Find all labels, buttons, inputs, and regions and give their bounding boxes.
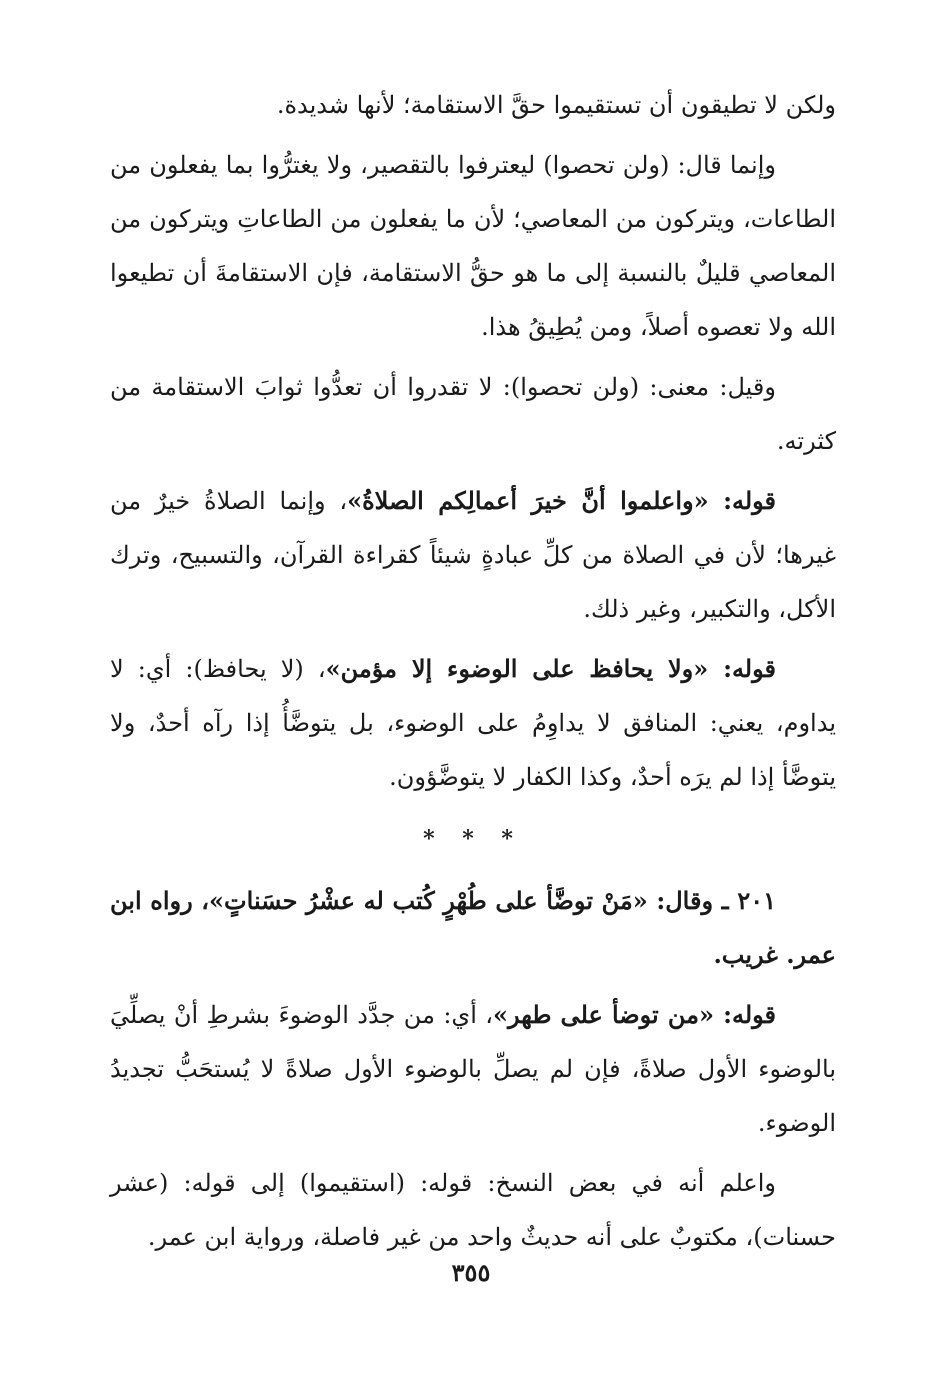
paragraph-5	[110, 642, 836, 804]
paragraph-4-text: ، وإنما الصلاةُ خيرٌ من غيرها؛ لأن في الصلاة من كلِّ عبادةٍ شيئاً كقراءة القرآن، والتسبيح، وترك الأكل، والتكبير، وغير ذلك.	[110, 487, 836, 623]
page-number: ٣٥٥	[451, 1258, 491, 1287]
paragraph-4-lemma: قوله: «واعلموا أنَّ خيرَ أعمالِكم الصلاةُ»	[347, 486, 776, 515]
paragraph-7	[110, 988, 836, 1150]
paragraph-3	[110, 360, 836, 468]
paragraph-4	[110, 474, 836, 636]
section-separator: * * *	[423, 826, 523, 852]
paragraph-5-text: ، (لا يحافظ): أي: لا يداوم، يعني: المنافق لا يداوِمُ على الوضوء، بل يتوضَّأُ إذا رآه أحدٌ، ولا يتوضَّأ إذا لم يرَه أحدٌ، وكذا الكفار لا يتوضَّؤون.	[110, 655, 836, 791]
paragraph-1	[110, 78, 836, 132]
paragraph-3-text: وقيل: معنى: (ولن تحصوا): لا تقدروا أن تعدُّوا ثوابَ الاستقامة من كثرته.	[110, 373, 836, 455]
hadith-201-text: ٢٠١ ـ وقال: «مَنْ توضَّأ على طُهْرٍ كُتب له عشْرُ حسَناتٍ»، رواه ابن عمر. غريب.	[110, 886, 836, 969]
paragraph-7-lemma: قوله: «من توضأ على طهر»	[493, 1000, 777, 1029]
paragraph-7-text: ، أي: من جدَّد الوضوءَ بشرطِ أنْ يصلِّيَ بالوضوء الأول صلاةً، فإن لم يصلِّ بالوضوء الأول صلاةً لا يُستحَبُّ تجديدُ الوضوء.	[110, 1001, 836, 1137]
hadith-201	[110, 874, 836, 982]
paragraph-2	[110, 138, 836, 354]
paragraph-2-text: وإنما قال: (ولن تحصوا) ليعترفوا بالتقصير، ولا يغترُّوا بما يفعلون من الطاعات، ويتركون من المعاصي؛ لأن ما يفعلون من الطاعاتِ ويتركون من المعاصي قليلٌ بالنسبة إلى ما هو حقُّ الاستقامة، فإن الاستقامةَ أن تطيعوا الله ولا تعصوه أصلاً، ومن يُطِيقُ هذا.	[110, 151, 836, 341]
paragraph-5-lemma: قوله: «ولا يحافظ على الوضوء إلا مؤمن»	[325, 654, 776, 683]
paragraph-1-text: ولكن لا تطيقون أن تستقيموا حقَّ الاستقامة؛ لأنها شديدة.	[276, 91, 836, 119]
paragraph-8-text: واعلم أنه في بعض النسخ: قوله: (استقيموا) إلى قوله: (عشر حسنات)، مكتوبٌ على أنه حديثٌ واحد من غير فاصلة، ورواية ابن عمر.	[110, 1169, 836, 1251]
page-body	[110, 78, 836, 1270]
paragraph-8	[110, 1156, 836, 1264]
